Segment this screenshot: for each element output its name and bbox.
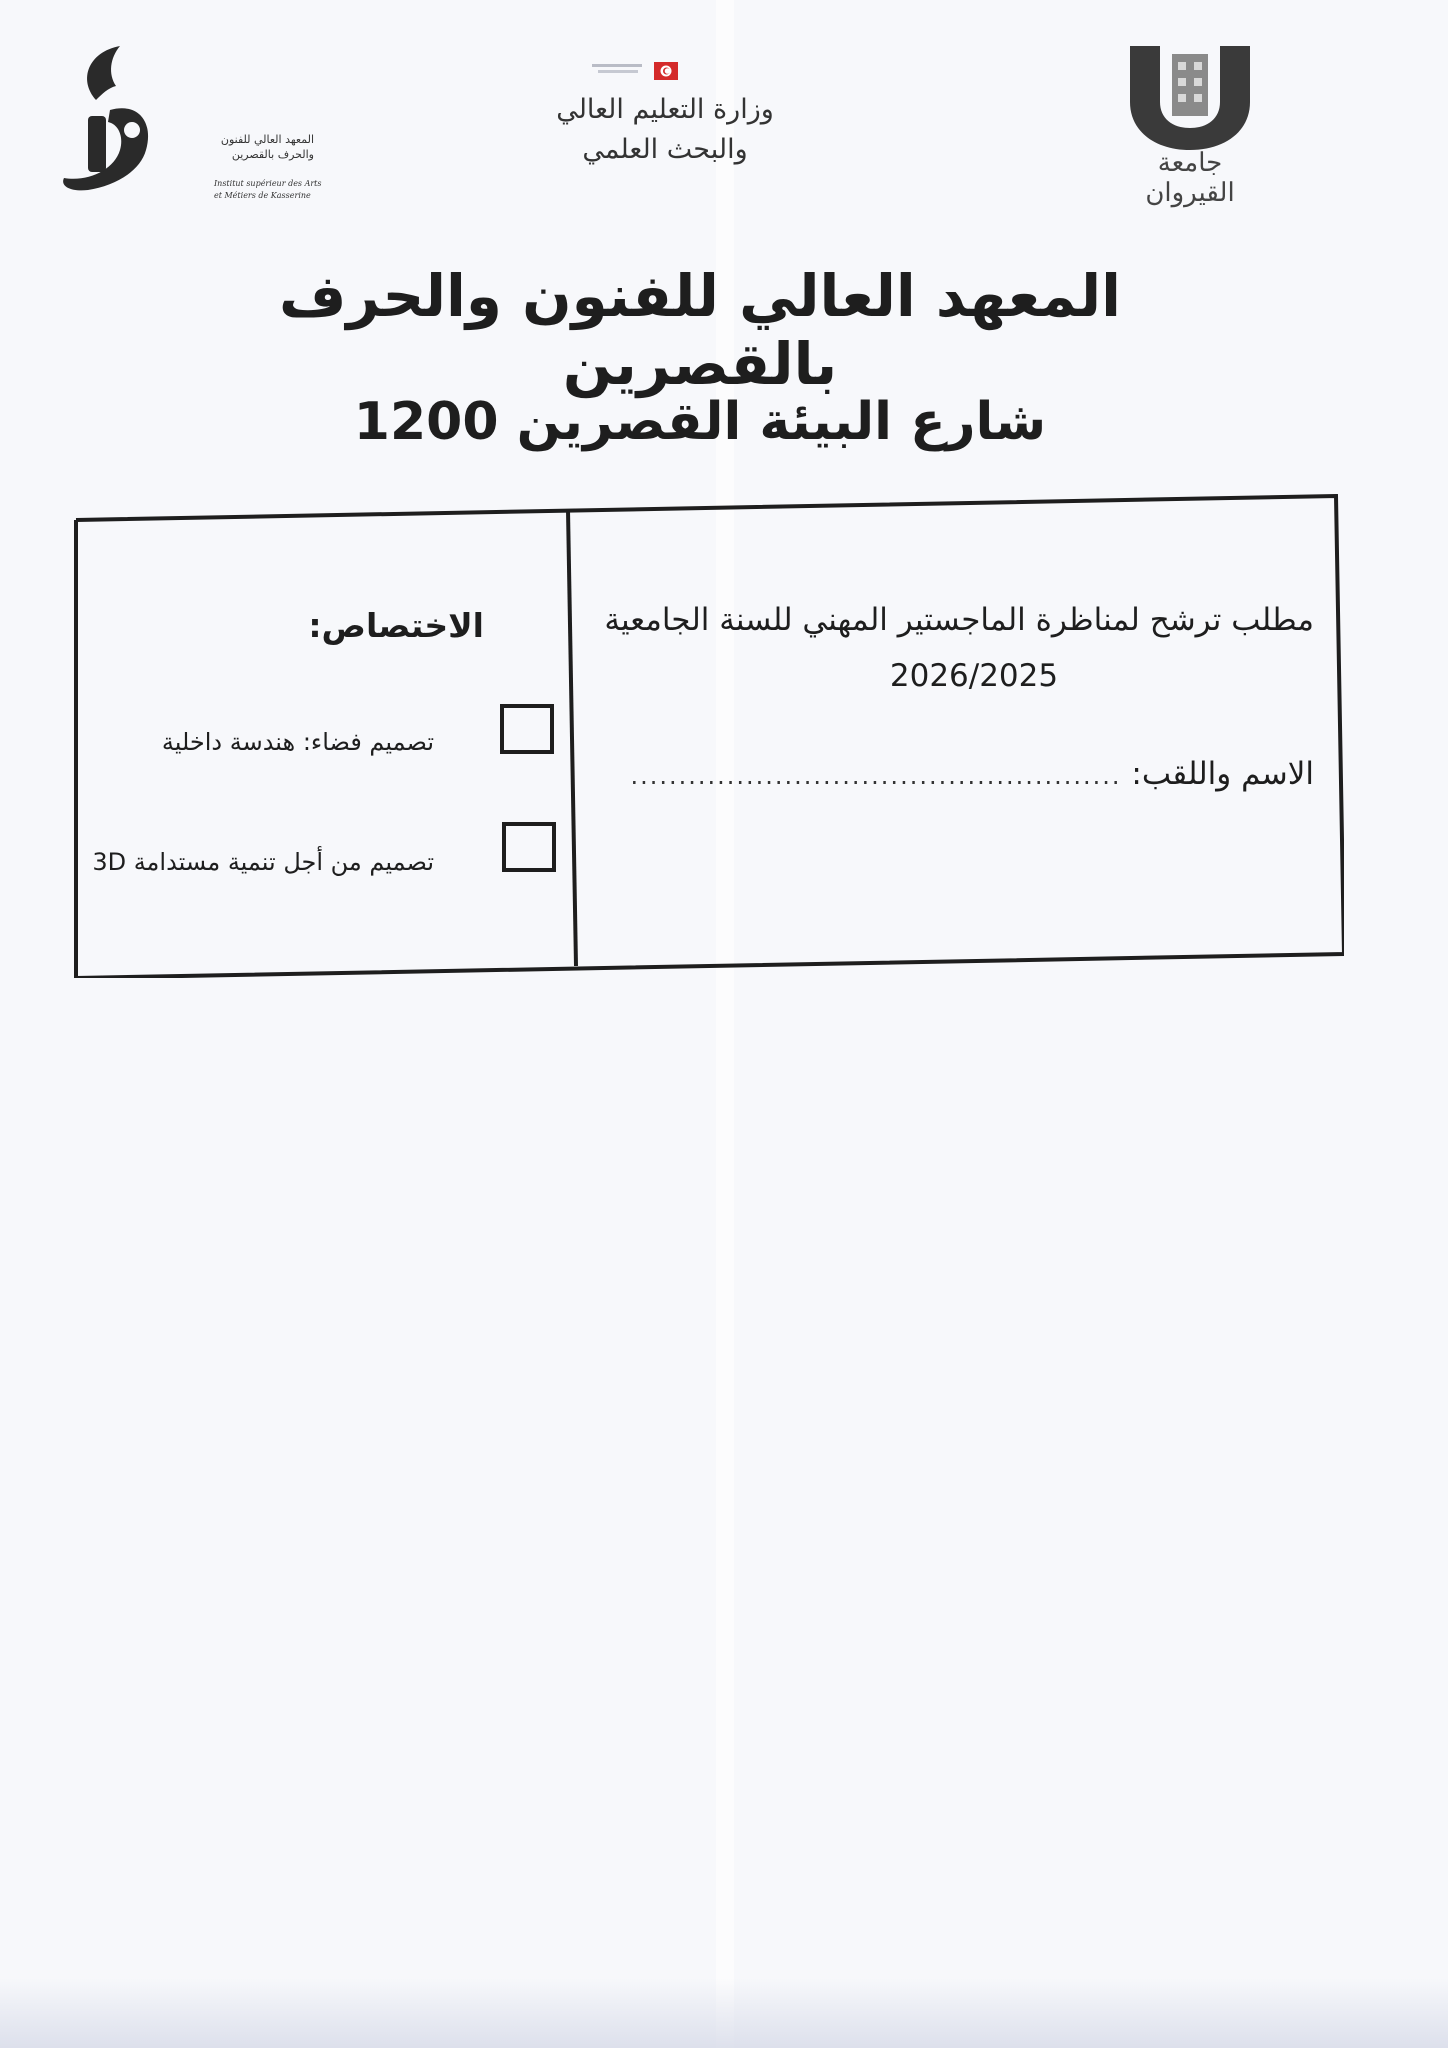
specialty-title: الاختصاص: bbox=[308, 606, 484, 645]
scan-edge-shadow bbox=[0, 1978, 1448, 2048]
option2-label: تصميم من أجل تنمية مستدامة 3D bbox=[92, 848, 434, 876]
application-form-box bbox=[74, 494, 1344, 978]
institute-title: المعهد العالي للفنون والحرف بالقصرين bbox=[279, 262, 1121, 398]
institute-address: شارع البيئة القصرين 1200 bbox=[353, 392, 1047, 452]
university-emblem-icon bbox=[1122, 40, 1258, 150]
institute-name-ar: المعهد العالي للفنون والحرف بالقصرين bbox=[220, 133, 314, 161]
ministry-small-print bbox=[590, 60, 650, 76]
university-logo bbox=[1110, 40, 1270, 208]
institute-emblem-icon bbox=[58, 40, 158, 200]
name-field-row[interactable] bbox=[594, 756, 1314, 792]
tunisia-flag-icon bbox=[654, 62, 678, 80]
university-label: جامعة القيروان bbox=[1145, 148, 1235, 208]
option1-label: تصميم فضاء: هندسة داخلية bbox=[161, 728, 434, 756]
institute-name-fr: Institut supérieur des Arts et Métiers de Kasserine bbox=[214, 179, 322, 200]
academic-year: 2026/2025 bbox=[889, 658, 1059, 694]
institute-logo bbox=[58, 40, 322, 200]
option2-checkbox[interactable] bbox=[502, 822, 556, 872]
ministry-header bbox=[530, 58, 800, 168]
ministry-line1: وزارة التعليم العالي bbox=[556, 94, 774, 125]
request-title: مطلب ترشح لمناظرة الماجستير المهني للسنة الجامعية bbox=[604, 602, 1314, 638]
name-label: الاسم واللقب: bbox=[1131, 756, 1314, 792]
ministry-line2: والبحث العلمي bbox=[582, 134, 748, 165]
option1-checkbox[interactable] bbox=[500, 704, 554, 754]
name-fill-line[interactable]: ................................................... bbox=[630, 762, 1122, 790]
